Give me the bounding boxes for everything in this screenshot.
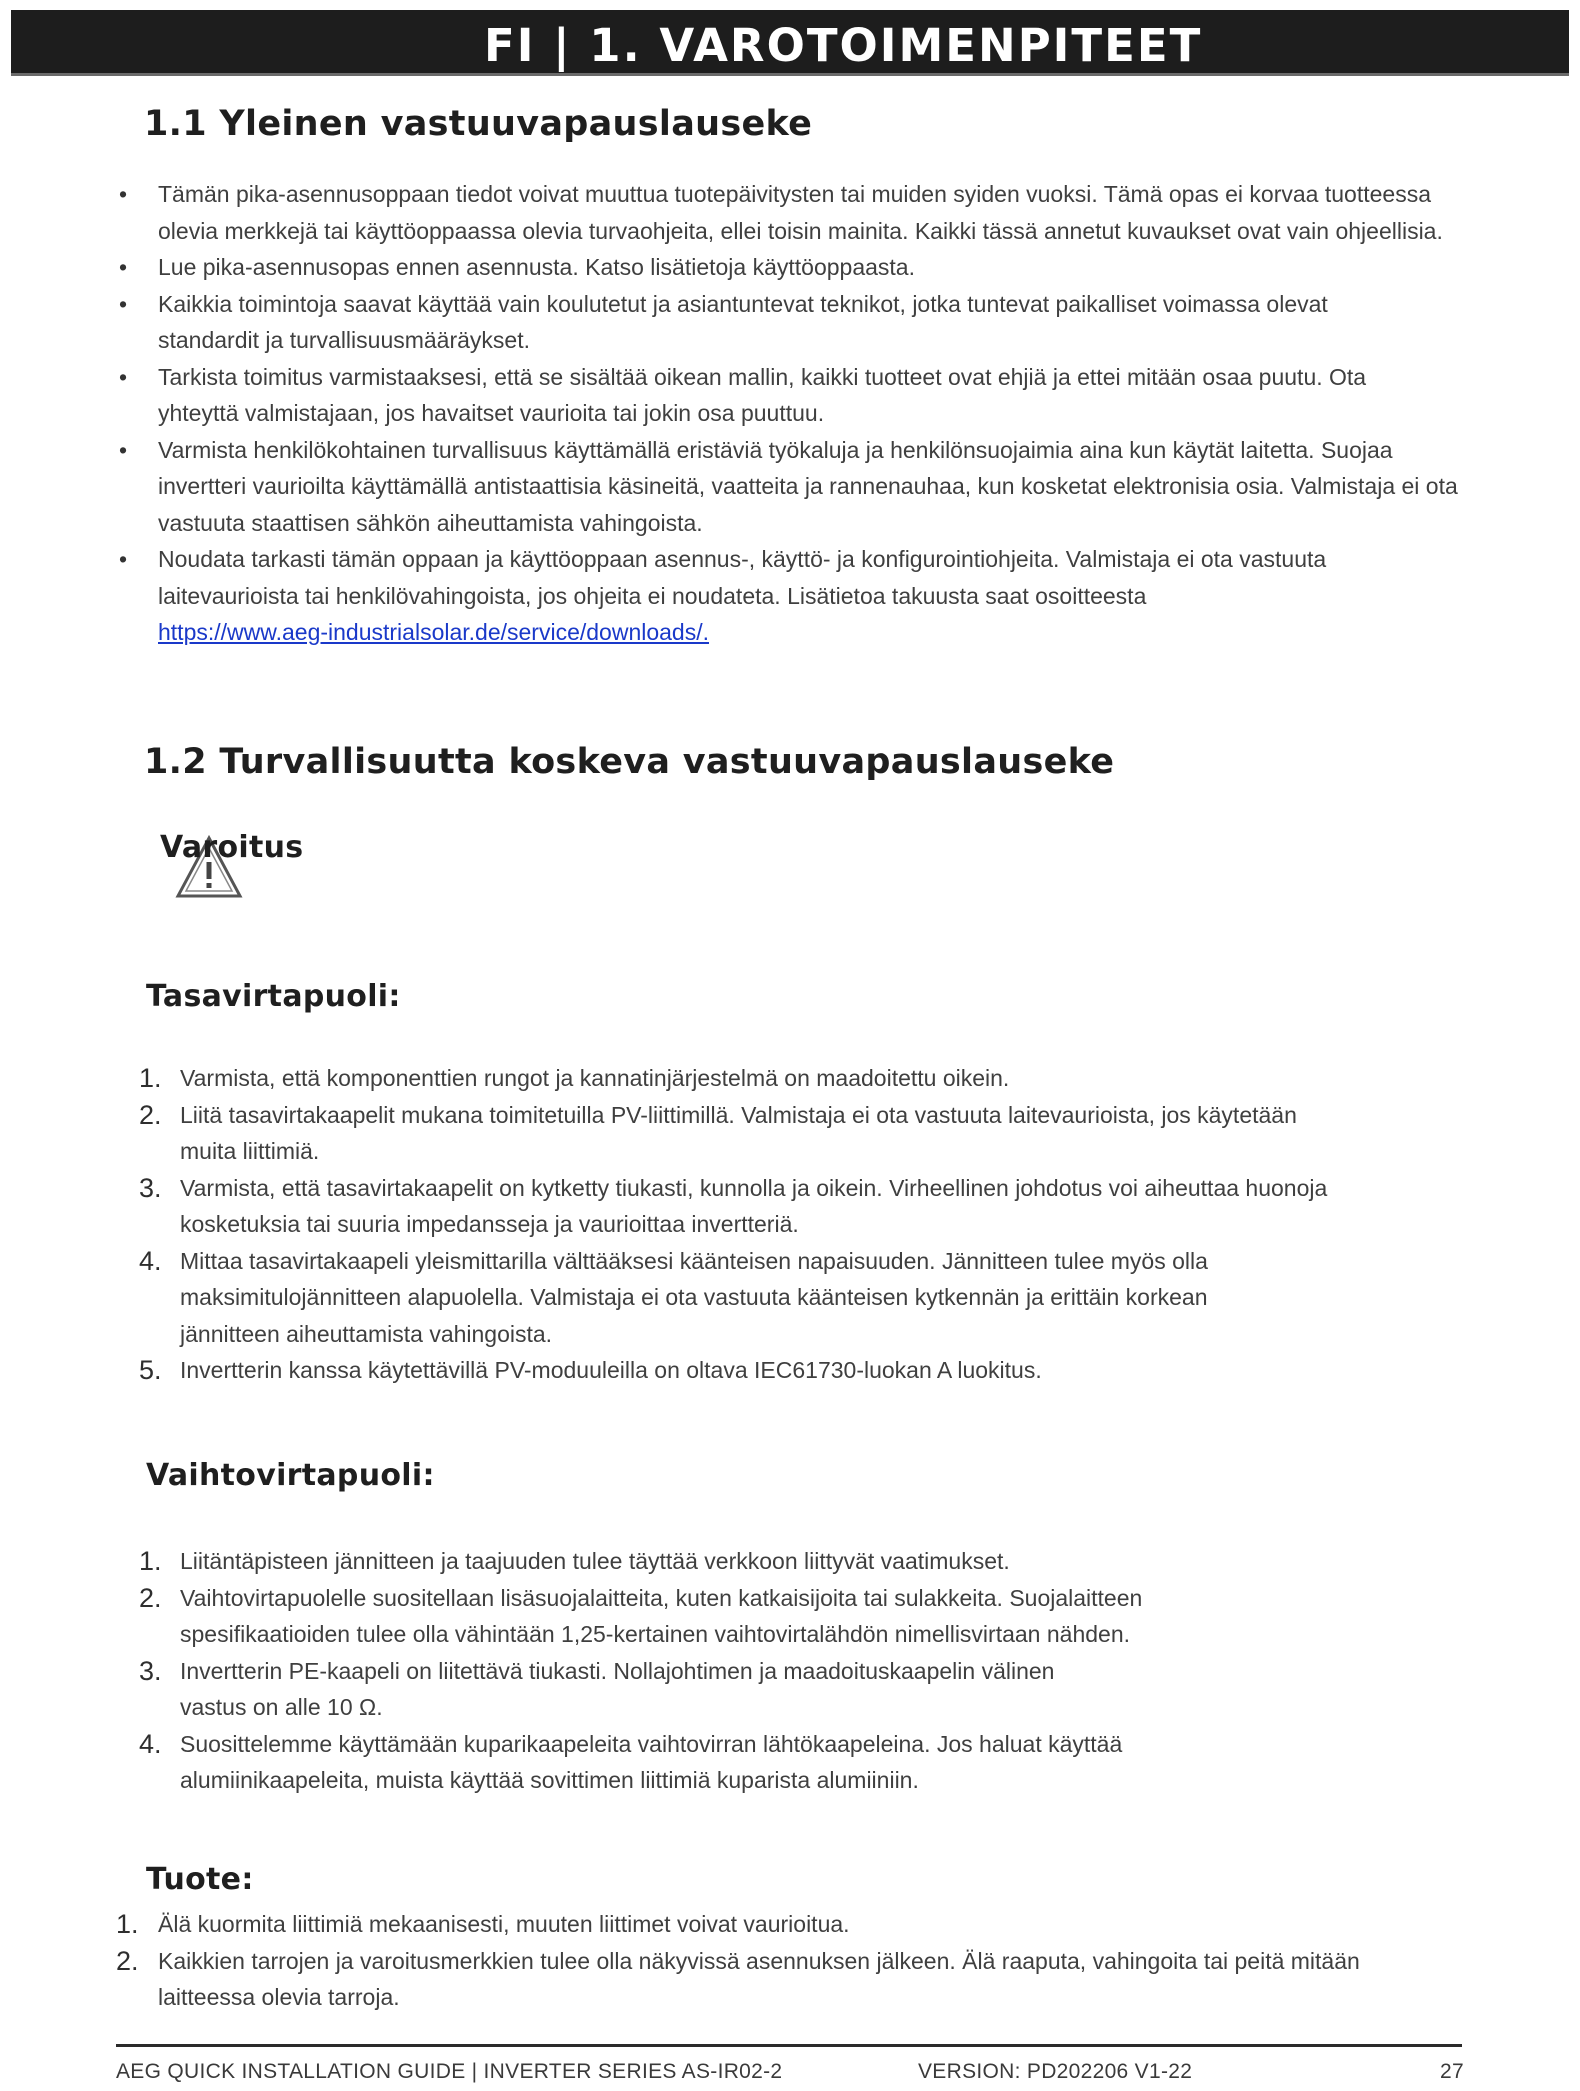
bullet-icon: • <box>118 181 128 207</box>
page-title: FI | 1. VAROTOIMENPITEET <box>484 19 1203 72</box>
list-item: • Tarkista toimitus varmistaaksesi, että se sisältää oikean mallin, kaikki tuotteet ovat ehjiä ja ettei mitään osaa puutu. Ota yhteyttä valmistajaan, jos havaitset vaurioita tai jokin osa puuttuu. <box>116 359 1428 432</box>
bullet-icon: • <box>118 436 128 463</box>
section-2-title: 1.2 Turvallisuutta koskeva vastuuvapauslauseke <box>144 742 1115 782</box>
list-item: 5. Invertterin kanssa käytettävillä PV-moduuleilla on oltava IEC61730-luokan A luokitus. <box>139 1355 1042 1385</box>
list-item: 1. Varmista, että komponenttien rungot ja kannatinjärjestelmä on maadoitettu oikein. <box>139 1063 1010 1093</box>
footer-divider <box>116 2044 1462 2047</box>
dc-side-title: Tasavirtapuoli: <box>146 979 401 1014</box>
list-item: 1. Älä kuormita liittimiä mekaanisesti, muuten liittimet voivat vaurioitua. <box>116 1909 850 1939</box>
list-item: 4. Mittaa tasavirtakaapeli yleismittarilla välttääksesi käänteisen napaisuuden. Jännitteen tulee myös olla maksimitulojännitteen alapuolella. Valmistaja ei ota vastuuta käänteisen kytkennän ja erittäin korkean jännitteen aiheuttamista vahingoista. <box>139 1245 1208 1347</box>
warning-block <box>160 830 304 910</box>
footer-version: VERSION: PD202206 V1-22 <box>918 2060 1193 2083</box>
list-item: 1. Liitäntäpisteen jännitteen ja taajuuden tulee täyttää verkkoon liittyvät vaatimukset. <box>139 1546 1010 1576</box>
section-1-title: 1.1 Yleinen vastuuvapauslauseke <box>144 104 813 144</box>
product-numbered-list <box>116 1906 1378 2016</box>
list-item: • Kaikkia toimintoja saavat käyttää vain koulutetut ja asiantuntevat teknikot, jotka tuntevat paikalliset voimassa olevat standardit ja turvallisuusmääräykset. <box>116 286 1428 359</box>
bullet-icon: • <box>118 290 128 317</box>
list-item: 2. Vaihtovirtapuolelle suositellaan lisäsuojalaitteita, kuten katkaisijoita tai sulakkeita. Suojalaitteen spesifikaatioiden tulee olla vähintään 1,25-kertainen vaihtovirtalähdön nimellisvirtaan nähden. <box>139 1582 1143 1647</box>
footer-guide-title: AEG QUICK INSTALLATION GUIDE | INVERTER SERIES AS-IR02-2 <box>116 2060 783 2083</box>
warning-label: Varoitus <box>160 830 304 865</box>
list-item: • Noudata tarkasti tämän oppaan ja käyttöoppaan asennus-, käyttö- ja konfigurointiohjeita. Valmistaja ei ota vastuuta laitevaurioista tai henkilövahingoista, jos ohjeita ei noudateta. Lisätietoa takuusta saat osoitteesta https://www.aeg-industrialsolar.de/service/downloads/. <box>116 541 1468 651</box>
ac-numbered-list <box>139 1543 1230 1799</box>
list-item: 4. Suosittelemme käyttämään kuparikaapeleita vaihtovirran lähtökaapeleina. Jos haluat käyttää alumiinikaapeleita, muista käyttää sovittimen liittimiä kuparista alumiiniin. <box>139 1728 1123 1793</box>
list-item: 3. Varmista, että tasavirtakaapelit on kytketty tiukasti, kunnolla ja oikein. Virheellinen johdotus voi aiheuttaa huonoja kosketuksia tai suuria impedansseja ja vaurioittaa invertteriä. <box>139 1172 1328 1237</box>
downloads-link[interactable]: https://www.aeg-industrialsolar.de/service/downloads/. <box>158 619 710 645</box>
page-number: 27 <box>1440 2060 1464 2083</box>
list-item: 2. Kaikkien tarrojen ja varoitusmerkkien tulee olla näkyvissä asennuksen jälkeen. Älä raaputa, vahingoita tai peitä mitään laitteessa olevia tarroja. <box>116 1945 1360 2010</box>
bullet-icon: • <box>118 363 128 390</box>
list-item: 2. Liitä tasavirtakaapelit mukana toimitetuilla PV-liittimillä. Valmistaja ei ota vastuuta laitevaurioista, jos käytetään muita liittimiä. <box>139 1099 1297 1164</box>
list-item: • Varmista henkilökohtainen turvallisuus käyttämällä eristäviä työkaluja ja henkilönsuojaimia aina kun käytät laitetta. Suojaa invertteri vaurioilta käyttämällä antistaattisia käsineitä, vaatteita ja rannenauhaa, kun kosketat elektronisia osia. Valmistaja ei ota vastuuta staattisen sähkön aiheuttamista vahingoista. <box>116 432 1466 542</box>
product-title: Tuote: <box>146 1862 254 1897</box>
ac-side-title: Vaihtovirtapuoli: <box>146 1458 435 1493</box>
disclaimer-bullet-list <box>116 176 1466 651</box>
list-item: • Tämän pika-asennusoppaan tiedot voivat muuttua tuotepäivitysten tai muiden syiden vuoksi. Tämä opas ei korvaa tuotteessa olevia merkkejä tai käyttöoppaassa olevia turvaohjeita, ellei toisin mainita. Kaikki tässä annetut kuvaukset ovat vain ohjeellisia. <box>116 176 1478 249</box>
list-item: • Lue pika-asennusopas ennen asennusta. Katso lisätietoja käyttöoppaasta. <box>116 249 1466 286</box>
bullet-icon: • <box>118 254 128 280</box>
bullet-icon: • <box>118 546 128 572</box>
dc-numbered-list <box>139 1060 1380 1389</box>
list-item: 3. Invertterin PE-kaapeli on liitettävä tiukasti. Nollajohtimen ja maadoituskaapelin välinen vastus on alle 10 Ω. <box>139 1655 1055 1720</box>
